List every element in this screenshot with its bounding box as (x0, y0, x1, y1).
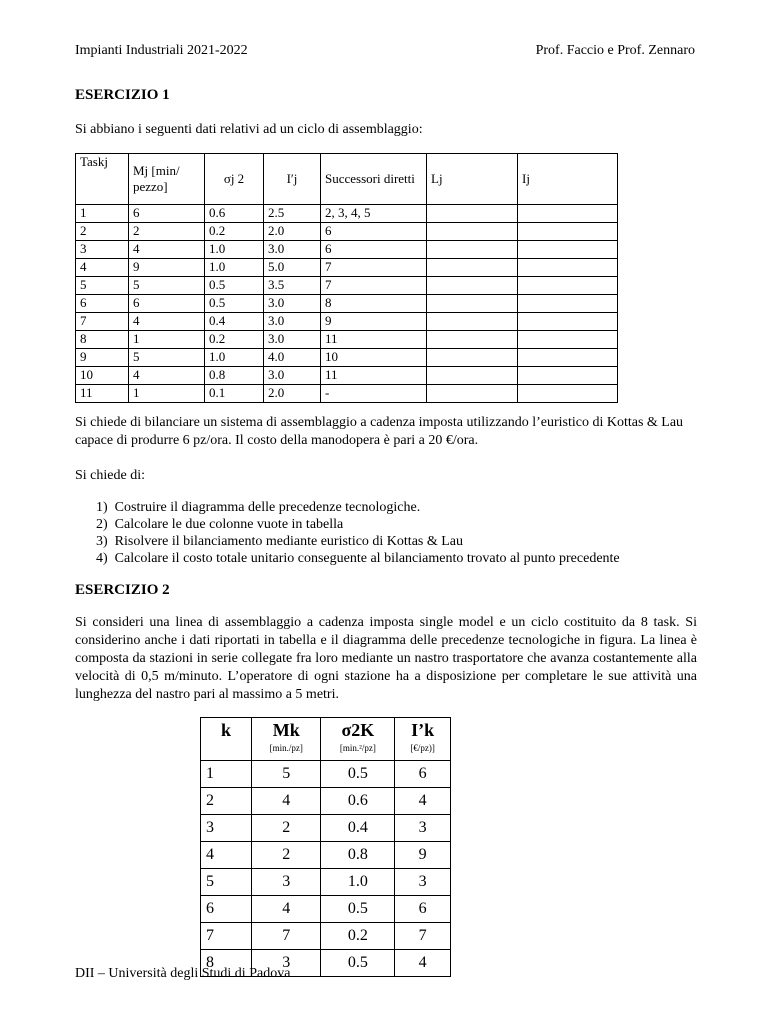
table-cell: 3 (252, 950, 321, 977)
table-cell: 3 (252, 869, 321, 896)
table-cell: 4 (395, 788, 451, 815)
table-cell: 2.0 (264, 223, 321, 241)
table-cell: 3.0 (264, 241, 321, 259)
col-ik-unit: [€/pz)] (410, 743, 435, 753)
table-cell: 1 (129, 331, 205, 349)
exercise-1-task-list (96, 499, 716, 567)
table-cell: 4 (395, 950, 451, 977)
table-row (76, 331, 618, 349)
list-item: 3) Risolvere il bilanciamento mediante euristico di Kottas & Lau (96, 534, 464, 549)
table-cell: 8 (76, 331, 129, 349)
table-cell: 9 (395, 842, 451, 869)
table-cell: 2 (252, 842, 321, 869)
table-header-row (76, 154, 618, 205)
table-cell: 11 (321, 367, 427, 385)
table-cell: 1.0 (321, 869, 395, 896)
col-sigma2k (321, 718, 395, 761)
col-ij: Ij (518, 154, 618, 205)
list-item: 2) Calcolare le due colonne vuote in tabella (96, 517, 344, 532)
table-cell: 0.5 (205, 295, 264, 313)
table-cell: 4 (252, 896, 321, 923)
table-row (76, 313, 618, 331)
table-cell: 9 (129, 259, 205, 277)
table-cell: 2.0 (264, 385, 321, 403)
table-cell: 5.0 (264, 259, 321, 277)
col-taskj: Taskj (76, 154, 129, 205)
table-cell: 6 (321, 223, 427, 241)
table-cell (518, 259, 618, 277)
col-ik (395, 718, 451, 761)
table-cell: 7 (76, 313, 129, 331)
table-cell: 0.5 (321, 761, 395, 788)
table-cell: 6 (129, 205, 205, 223)
col-sigma: σj 2 (205, 154, 264, 205)
table-cell: 0.5 (321, 896, 395, 923)
table-cell: 1 (129, 385, 205, 403)
col-successors: Successori diretti (321, 154, 427, 205)
table-cell (518, 331, 618, 349)
table-row (76, 259, 618, 277)
table-cell (427, 259, 518, 277)
table-row (76, 295, 618, 313)
table-cell (427, 385, 518, 403)
table-cell (427, 223, 518, 241)
table-cell: 6 (395, 761, 451, 788)
table-row (201, 869, 451, 896)
table-cell (427, 241, 518, 259)
table-cell: 7 (321, 277, 427, 295)
list-item: 4) Calcolare il costo totale unitario conseguente al bilanciamento trovato al punto precedente (96, 551, 620, 566)
header-professors: Prof. Faccio e Prof. Zennaro (535, 43, 695, 58)
table-cell: 4 (129, 313, 205, 331)
table-cell: 4 (129, 367, 205, 385)
table-cell: 3.0 (264, 331, 321, 349)
table-row (201, 923, 451, 950)
table-cell: 0.5 (321, 950, 395, 977)
table-cell (427, 367, 518, 385)
exercise-1-paragraph: Si chiede di bilanciare un sistema di assemblaggio a cadenza imposta utilizzando l’euristico di Kottas & Lau capace di produrre 6 pz/ora. Il costo della manodopera è pari a 20 €/ora. (75, 415, 684, 448)
exercise-2-paragraph: Si consideri una linea di assemblaggio a cadenza imposta single model e un ciclo costituito da 8 task. Si considerino anche i dati riportati in tabella e il diagramma delle precedenze tecnologiche in figura. La linea è composta da stazioni in serie collegate fra loro mediante un nastro trasportatore che avanza costantemente alla velocità di 0,5 m/minuto. L’operatore di ogni stazione ha a disposizione per completare le sue attività una lunghezza del nastro pari al massimo a 5 metri. (75, 615, 697, 702)
col-k (201, 718, 252, 761)
table-cell: 4 (129, 241, 205, 259)
table-cell: 6 (321, 241, 427, 259)
col-mk (252, 718, 321, 761)
table-cell: 7 (321, 259, 427, 277)
col-sigma2k-unit: [min.²/pz] (339, 743, 376, 753)
table-cell: 10 (76, 367, 129, 385)
table-cell: 11 (321, 331, 427, 349)
table-cell (518, 295, 618, 313)
table-cell: 1.0 (205, 241, 264, 259)
col-mk-label: Mk (272, 720, 300, 740)
table-cell: 2.5 (264, 205, 321, 223)
table-cell: 0.4 (205, 313, 264, 331)
table-cell: 3.0 (264, 295, 321, 313)
table-cell: 0.8 (321, 842, 395, 869)
table-row (201, 788, 451, 815)
table-cell: 9 (76, 349, 129, 367)
table-cell: 7 (252, 923, 321, 950)
col-mj: Mj [min/ pezzo] (129, 154, 205, 205)
table-cell: 2, 3, 4, 5 (321, 205, 427, 223)
table-row (76, 277, 618, 295)
table-cell: 1.0 (205, 349, 264, 367)
table-cell: 4 (201, 842, 252, 869)
footer: DII – Università degli Studi di Padova (75, 966, 291, 981)
table-cell: 0.8 (205, 367, 264, 385)
table-cell: 8 (201, 950, 252, 977)
table-cell: 5 (252, 761, 321, 788)
table-cell: 10 (321, 349, 427, 367)
table-header-row (201, 718, 451, 761)
table-row (76, 223, 618, 241)
list-item: 1) Costruire il diagramma delle precedenze tecnologiche. (96, 500, 421, 515)
col-ik-label: I’k (411, 720, 435, 740)
table-cell: 4 (252, 788, 321, 815)
table-cell: 1 (76, 205, 129, 223)
table-cell (427, 349, 518, 367)
table-row (76, 367, 618, 385)
table-cell: 0.2 (205, 331, 264, 349)
col-k-label: k (220, 720, 231, 740)
table-cell (427, 205, 518, 223)
table-cell: 5 (201, 869, 252, 896)
table-cell: 8 (321, 295, 427, 313)
col-mk-unit: [min./pz] (269, 743, 303, 753)
table-cell (518, 349, 618, 367)
table-cell: 6 (395, 896, 451, 923)
table-cell (427, 313, 518, 331)
table-cell: 0.1 (205, 385, 264, 403)
table-cell (427, 331, 518, 349)
table-cell (518, 223, 618, 241)
table-row (76, 205, 618, 223)
table-cell: 3.0 (264, 313, 321, 331)
table-cell: 6 (76, 295, 129, 313)
table-cell: 9 (321, 313, 427, 331)
table-cell: 5 (129, 277, 205, 295)
table-cell (518, 241, 618, 259)
table-cell (518, 313, 618, 331)
table-cell (518, 367, 618, 385)
table-row (76, 241, 618, 259)
table-cell: 0.6 (205, 205, 264, 223)
col-lj: Lj (427, 154, 518, 205)
table-cell: 2 (129, 223, 205, 241)
table-cell: - (321, 385, 427, 403)
table-cell: 2 (252, 815, 321, 842)
exercise-2-table (200, 717, 451, 977)
exercise-2-title: ESERCIZIO 2 (75, 582, 170, 598)
exercise-1-title: ESERCIZIO 1 (75, 87, 170, 103)
exercise-1-intro: Si abbiano i seguenti dati relativi ad un ciclo di assemblaggio: (75, 122, 423, 137)
col-iprime: I′j (264, 154, 321, 205)
table-row (76, 385, 618, 403)
table-cell (427, 277, 518, 295)
header-course: Impianti Industriali 2021-2022 (75, 43, 248, 58)
table-cell: 0.5 (205, 277, 264, 295)
table-cell: 0.2 (205, 223, 264, 241)
table-row (76, 349, 618, 367)
table-row (201, 842, 451, 869)
table-cell: 0.4 (321, 815, 395, 842)
table-cell: 4.0 (264, 349, 321, 367)
table-cell (518, 277, 618, 295)
table-cell: 6 (129, 295, 205, 313)
table-cell (427, 295, 518, 313)
table-cell: 1 (201, 761, 252, 788)
table-cell: 3.5 (264, 277, 321, 295)
table-cell: 7 (201, 923, 252, 950)
table-cell: 3 (395, 869, 451, 896)
table-cell: 3 (76, 241, 129, 259)
table-cell: 11 (76, 385, 129, 403)
table-cell: 0.6 (321, 788, 395, 815)
table-cell: 3.0 (264, 367, 321, 385)
table-cell: 0.2 (321, 923, 395, 950)
table-row (201, 896, 451, 923)
exercise-1-table (75, 153, 618, 403)
table-cell: 5 (129, 349, 205, 367)
table-cell (518, 385, 618, 403)
table-row (201, 815, 451, 842)
table-row (201, 761, 451, 788)
table-cell: 3 (201, 815, 252, 842)
table-cell: 3 (395, 815, 451, 842)
table-cell: 7 (395, 923, 451, 950)
table-cell: 6 (201, 896, 252, 923)
exercise-1-ask: Si chiede di: (75, 468, 145, 483)
col-sigma2k-label: σ2K (341, 720, 375, 740)
table-cell (518, 205, 618, 223)
table-cell: 5 (76, 277, 129, 295)
table-cell: 4 (76, 259, 129, 277)
table-cell: 2 (76, 223, 129, 241)
table-cell: 1.0 (205, 259, 264, 277)
table-cell: 2 (201, 788, 252, 815)
